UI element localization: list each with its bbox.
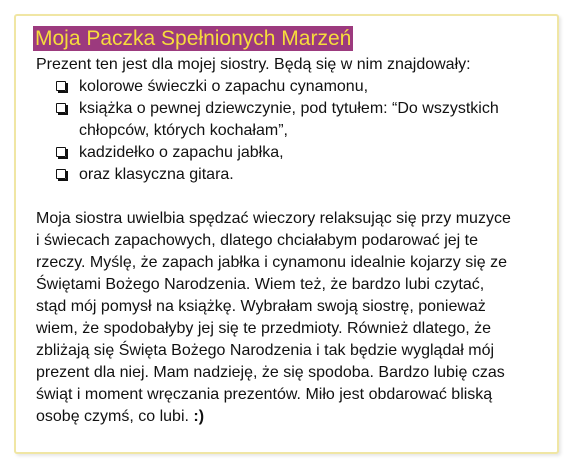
checkbox-bullet-icon (56, 147, 66, 157)
list-item (55, 76, 535, 98)
body-line: i świecach zapachowych, dlatego chciałabym podarować jej te (36, 232, 479, 249)
list-item-text: kolorowe świeczki o zapachu cynamonu, (79, 78, 369, 95)
list-item (55, 164, 535, 186)
checkbox-bullet-icon (56, 103, 66, 113)
body-paragraph (36, 208, 561, 428)
body-line: prezent dla niej. Mam nadzieję, że się spodoba. Bardzo lubię czas (36, 364, 505, 381)
body-line: wiem, że spodobałyby jej się te przedmioty. Również dlatego, że (36, 320, 492, 337)
intro-text: Prezent ten jest dla mojej siostry. Będą się w nim znajdowały: (36, 56, 471, 73)
checkbox-bullet-icon (56, 81, 66, 91)
smiley-text: :) (193, 408, 205, 425)
list-item-text: kadzidełko o zapachu jabłka, (79, 144, 284, 161)
body-line: zbliżają się Święta Bożego Narodzenia i tak będzie wyglądał mój (36, 342, 495, 359)
body-line: rzeczy. Myślę, że zapach jabłka i cynamonu idealnie kojarzy się ze (36, 254, 508, 271)
checkbox-bullet-icon (56, 169, 66, 179)
gift-list (55, 76, 535, 186)
list-item (55, 142, 535, 164)
body-line: Moja siostra uwielbia spędzać wieczory relaksując się przy muzyce (36, 210, 511, 227)
list-item-text: oraz klasyczna gitara. (79, 166, 234, 183)
body-line: Świętami Bożego Narodzenia. Wiem też, że bardzo lubi czytać, (36, 276, 485, 293)
body-line-text: osobę czymś, co lubi. (36, 408, 189, 425)
body-line: stąd mój pomysł na książkę. Wybrałam swoją siostrę, ponieważ (36, 298, 486, 315)
document-card (14, 14, 559, 454)
body-line: świąt i moment wręczania prezentów. Miło jest obdarować bliską (36, 386, 493, 403)
body-line-last (36, 406, 561, 428)
list-item-text-continued: chłopców, których kochałam”, (79, 122, 288, 139)
list-item (55, 98, 535, 142)
page-title: Moja Paczka Spełnionych Marzeń (35, 27, 352, 50)
list-item-text: książka o pewnej dziewczynie, pod tytułem: “Do wszystkich (79, 100, 499, 117)
